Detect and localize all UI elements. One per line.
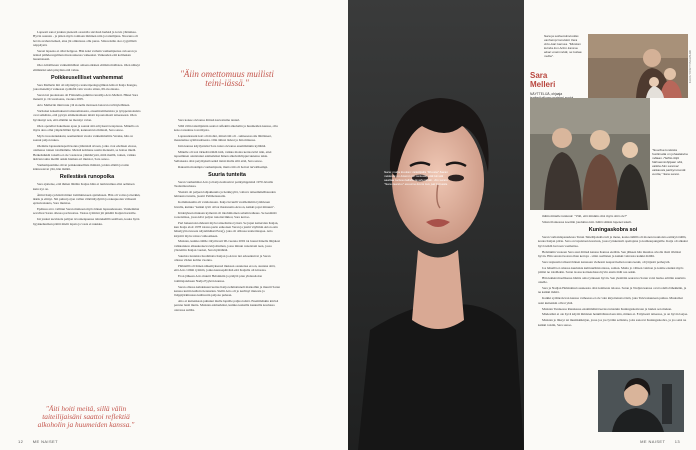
paragraph: Päihteillä oli hänen näkemyksessä mukaan osuutensa eroon, suutena sittä, että Arto villitti tyttäriä, jonka kanssapäivänä että Kaijalla oli kirastaa. [174, 264, 276, 273]
photo-mid-caption: "Suuritsa tunteista huolimatta on juhaalaisina miilaan. Hehtä olitpi hälmeenä tiipjaan sitä, vaikka hän sanovat vaikausta parikymmentä vuotta," Sara sanoo. [652, 148, 688, 176]
left-footer [18, 439, 58, 444]
col2-top-text [174, 118, 280, 169]
right-footer [640, 439, 680, 444]
paragraph: Saran isä puolestaan oli Finlandia-palkittu runoilija Arto Melleri. Hänet Sara menetti jo 19-vuotiaana, vuonna 2005. [33, 93, 139, 102]
portrait-photo-bottom-image [598, 370, 684, 432]
right-page-number: 13 [674, 439, 680, 444]
main-photo-caption: Sara: mutta kuukan: taiteilijalta "Ruusia" Saran mielestä on lukemi niin tärkeää, että kä sitä saattaa tuntea kaikilla tavalla tähän. Jos sanoo "Sara taantuu" asuuma tuuns kuu pat tamasta. [384, 170, 448, 186]
col1-mid-text [33, 83, 141, 172]
paragraph: Sarasi lapsena ei ollut helppoa. Hän koki varhain vanhempiensa avioeron ja isänsä päihdeongelman muotoutuessa vaikeaksi. Vaikeuden että kolmekan lauantaisesti. [33, 48, 137, 62]
paragraph: mihin minulle tuntunut: "Viitl, että minikin olisi myös siitä ole?" [542, 214, 628, 218]
family-photo-top [588, 34, 688, 98]
paragraph: Epäisuu arvo vallinut Saran maikaan myös hänen lapsuudessaan. Vanhemmat sevahvat Saran ollessa parivuotias. Vastaa tyttärisä jäi pitkälti Kaijan hartoille. [33, 207, 140, 216]
paragraph: Äitini Kaija johdatti minut lomminteseen ajattelusen. Hän oli voitsa ja herkkä, ikkäs ja elänyt. Siti puhui jotjon vallan väärtätäydytttä ja nakupuolen välisestä epäsuvaisuuta, Sara muistaa. [33, 192, 141, 206]
paragraph: Mielestäni ei ole hyvä käydä ihmisten henkilöhistoriaan niin, minun ei. Erityisesti taiteessa, ja on hyvin laajaa. [542, 312, 688, 317]
paragraph: Olen opetellut hakemaan apua ja saanut sitä erityisesti terapiassa. Minulla on myös aina ollut ympäröilläni hyviä, kannustavia ihmisiä, Sara sanoo. [33, 123, 139, 132]
pullquote-top [176, 70, 278, 88]
portrait-illustration [348, 0, 524, 450]
paragraph: Suurista tunteista huolimatta Kaijan ja Arton tiet erkaantuivat ja Saran ollessa viiden kolme vuonna. [174, 253, 271, 263]
subheading-suuria: Suuria tunteita [208, 171, 246, 178]
paragraph: Sitten tilanteessa koettiin jouduttua isiä. Isältä sitäkin lupenei tekeli. [542, 219, 632, 224]
paragraph: Jos hänellä ei omassa kuuluisia kulttuurihistoriassa, saman. Mutta jo välisen vaimon ja kolme ensiksi myös pitäisi ne toisillekin. Saran isossa kotiseudussa hyvin ensin äidit saa sekin. [538, 265, 684, 275]
subheading-reilusta: Reilestävä runopolka [59, 174, 115, 181]
paragraph: Lapsesti sanoi jonkun pienestä osastolla sievässä herkkä ja kovis yhtäaikaa. Hyvin saanuta - ja piiten myös toimaan ihminen niin ja taiteilijana. Nuoruna oli hovin avahan hetkeä, aina jäi omintassa ollu puras. Siitoreistän oleo tyypillistä reippäystä. [33, 30, 138, 47]
paragraph: Eron jälkeen Arto muutti Helsinkiin ja pääytti pian yhdessäolon toimitajandasen Nadja Pyykön kanssa. [174, 274, 263, 283]
paragraph: Vanhempasmme olivat poikkeuksellisia ihmisiä, joiden elämä ja taide kiinnostavat yhä, hän määtti. [33, 162, 129, 172]
left-page-number: 12 [18, 439, 24, 444]
pullquote-top-text: "Äiin omettomuus muilisti teini-iässä." [180, 69, 274, 88]
paragraph: Olemme lapsuudenspoilvuonna jäännistä aivaan, jotka ovat edelleen elossa, olemassa toinen toisillemme. Meistä kolmene saatin mennetä, se hoitaa mielä. Hetkeäsikkäi toisella ei ole vastaavaa ymmärrystä, mitä meillä, toinen, vaikka ikävien takia meillä onkin hieman eri muistot, Sara sanoo. [33, 143, 137, 161]
col1-bottom-text [33, 182, 141, 225]
left-magazine-name: ME NAISET [32, 439, 58, 444]
col3-top-text [538, 214, 688, 224]
paragraph: Sara kokee olevansa äitinsä kasvattama tanteri. [178, 118, 241, 122]
paragraph: Pari hakeutoisi ehdessä myös taiteeltaitsa työssä. Se juput kaiterslen Kaijan, kun Kaija aloit 1978 toistaa parin esikoisen Veran ja jasmi väylimin Arton esin hänelyyän runoata näytelmäksä Pere(), joka oli ollissaa teatteritaapaa. Arto kirjoitti myös toinsa valkoaikeen. [174, 220, 279, 238]
paragraph: Isän kanssa käydysäsäsi Sara tunsi olevansa enemmänkin kyllämä. [178, 144, 267, 149]
paragraph: Helsinkiin vuoteen Sara asui äitinsä kanssa Kanssa etelään. Sen jälkeen hän muuttaa aivolla tästä tiiviiksi hyvin. Hän sanoisi kotona ihan kertoja - siinä osallisten ja kaikki vahvasta kaikki äidillä. [538, 249, 681, 258]
paragraph: Kommunaalin eli vanhoissaan. Kaija luvuulli vuolliemmin tyttäriesen luvulle, kuinka "kaikki tytöt olivat ihastuneita Artoon, kaikki pojat minuun". [174, 200, 275, 209]
paragraph: Saran varhaislapsuudessa Turun Taiteilijaisalla tuli ja mene, koska äidillä oli monen tuokioista esiintyä täällä, koska Kaijan piirte. Sara on lapsistaan kasvuun, jossa työskenteli opettajana ja kotikaupungeille. Kaija oli alkaksi hyvä tehdä luovaan vaamattaa. [538, 235, 688, 248]
right-page [348, 0, 696, 450]
left-column-1 [33, 30, 141, 227]
subheading-poikkeus: Poikkeusellliset vanhemmat [51, 74, 123, 81]
paragraph: Varhaiset kokemukseni taiteuomaisesta, ensemtommatsista ja työpperatoksista ovat selkäisia, että pystyn ammentamaan niistä lopoutomasti taiteessessi. Olen hyvikanyt sen, että elämän ne monnyt valon. [33, 109, 141, 122]
family-photo-middle-image [530, 98, 650, 210]
family-photo-top-image [588, 34, 688, 98]
paragraph: Arto Melleriin minä nuu ylä sionelle motneen lanavan ravitäytelhäsen. [37, 103, 131, 108]
paragraph: Kaikki sydänrolevan kanssa vaiheessa ei ole vain kirjoitetusta tästä, joka Tulevaisuuteen puhuu. Muutamat asiat kuitenkin olivat yhtä. [538, 296, 683, 305]
paragraph: Kädetyksen mukaan kymersä oli intohimoinen salamavalkaus. Se kesmätti rooteisiinsa, jossa kävi paljon runoiteviikkoi, Sara kertoo. [174, 210, 277, 219]
name-title [530, 72, 555, 89]
paragraph: Rakastin molempia vanhempiani, mutta äiti oli hoitoä turvallisempi. [178, 164, 269, 169]
paragraph: Hän kaikki maallisessa hämis oma työkseen hyvin. Sen yksittäin seuraava Saran voisi laulaa erittäin suurinta oleelle. [538, 275, 686, 285]
paragraph: Myös tuosolenukkani, seemenänsä vuotta vanhemmaliita Veraku, hän on saanut paljon tukea. [33, 133, 133, 143]
pullquote-bottom [30, 405, 142, 429]
paragraph: Sara ajattelee, että ihmen lähtäin Kaijaa häin ei tunluvumuu elisi aellaisen kuin nyt on. [33, 182, 135, 191]
paragraph: Muistan Tuntuessa Ranskassa ensimmäistä kertaa tutustuin Kuningaskobraan ja luulen sen mekan. [542, 306, 672, 311]
main-portrait-photo [348, 0, 524, 450]
bio-block: NÄYTTELIJÄ, ohjaaja [530, 92, 563, 96]
paragraph: Sara taajuusin taltsesti hänen kanssaan viehessä naapuri kelien reuna keski, oli järjestä perheystä. [542, 259, 671, 264]
name-title-line1: Sara [530, 71, 548, 80]
name-title-line2: Melleri [530, 79, 556, 89]
photo-credit-vertical: KUVA YKSITYISALBUMI [688, 50, 692, 84]
col2-bottom-text [174, 180, 280, 312]
subheading-kuningaskobra: Kuningaskobra soi [588, 227, 638, 234]
paragraph: Sara ja Nadjan Helsinkissä asuneesta olisi kolmesta talossa. Saran ja Nadjan kanssa ovat todella lähekkäin, ja ne kaikki mäsiä. [538, 286, 687, 295]
right-column [538, 214, 688, 328]
paragraph: Muistan, kuinka äitille riitymvasti 90-vuonna 2002 tai luussi hänelle lähjalesi valkkaiskon alkuakoskeva kirjoittaman, jossa minun runoistani teen, jossa yliotettiin Kaijan vuoksi, Sara hymähtää. [174, 239, 281, 253]
left-column-2 [174, 118, 280, 313]
paragraph: Minulle oli tosi tärkeää nähdä isää, vaikka monta kertaa kävi niin, ettei tapaaminen onnistunut esimerkiksi hänen alkoholiriippuvuutensa takia. Sellaisesta olisi petymyksiä seikä tietsä mulle silti etää, Sara sanoo. [174, 150, 272, 163]
paragraph: Saran ollessa kahdeksanvuotias Kaija tehmattuneli matkoihin ja muutti Saran kanssa kuirin kulloin tietensäan. Siellä Arto oli jo kerlinyt mutesta ja löäppijärkituussa kulttuurin paljona puhaan. [174, 284, 280, 298]
paragraph: Saran vanhemmat Arto ja Kaija kohtasivat parikymppisinä 1970-luvulla Teatterikoulussa. [174, 179, 273, 189]
paragraph: Oleo kiloilliesen vanhemmillesi omaan eikinen elämän mallistea. Olen näheyt elämäsäsi sekä pitsyilen että valuu. [33, 63, 140, 72]
pullquote-bottom-text: "Äiti hoiti meitä, sillä välin taiteilijaisäni saattoi reflektiä alkoholin ja huumeiden kanssa." [37, 404, 135, 429]
col1-top-text [33, 30, 141, 72]
paragraph: Sara Mellerin äiti oli näytteijä ja teatteripedagogilikan lehtori Kaija Kangas, joka menehtyi vaikeaan sydänflä vain vuotta sitten, 69-vuotiaana. [33, 82, 138, 92]
col3-body-text [538, 235, 688, 327]
family-photo-middle [530, 98, 650, 210]
portrait-photo-bottom [598, 370, 684, 432]
paragraph: Isä jonkai teevistele palijon tavoinenpuessa talntekelillä sesillaan, koska hyön hyykkeluuman päätti mielä lapsia ja vasta ei nuukka. [33, 217, 140, 226]
paragraph: Lapsuudessani koti oli mollet, minsä äiti oli - suhteeessa sik lähtöineet, maustamaa symbiositisesta. Olin äitinsi äidesi ja hän minussa. [174, 134, 272, 143]
paragraph: Aito ei kuitenkaan puhunut mulle lapsille paljua isästä. Enemmänkin kävisä peruna lusiä mutta. Muistan esimerkiksi, kuinka teaksilla kuskuilla koulussa olevassa sulilta. [174, 299, 279, 312]
paragraph: Yksistä oli paljeen lahjakkuutta ja herkkyyttä, valtava taiteemmellisuuden lehtausta tunsita, jaasirt Peltiäensssaila. [174, 190, 276, 199]
right-magazine-name: ME NAISET [640, 439, 666, 444]
paragraph: Sillä välin taiteilijaisän saattoi reflektiä alkohalin ja huumeiden kanssa, ollu koko tarasinne tovermysta. [174, 123, 278, 133]
paragraph: Muistan jo läksyt tai musiikkikirjan, jossa jos jos lyötiin sellaisia, joita sanovat Kuningaskobra, ja jos saisi ne kaikki toisiin, Sara sanoo. [538, 318, 687, 327]
photo-top-caption: Sara ja seitsemänvuotias vanhempi isosiskoi Vera Arto-isän kanssa. "Muistan kuinka kun Arton kanssa aivan enemmistä, se kukaa mutta". [544, 34, 582, 58]
